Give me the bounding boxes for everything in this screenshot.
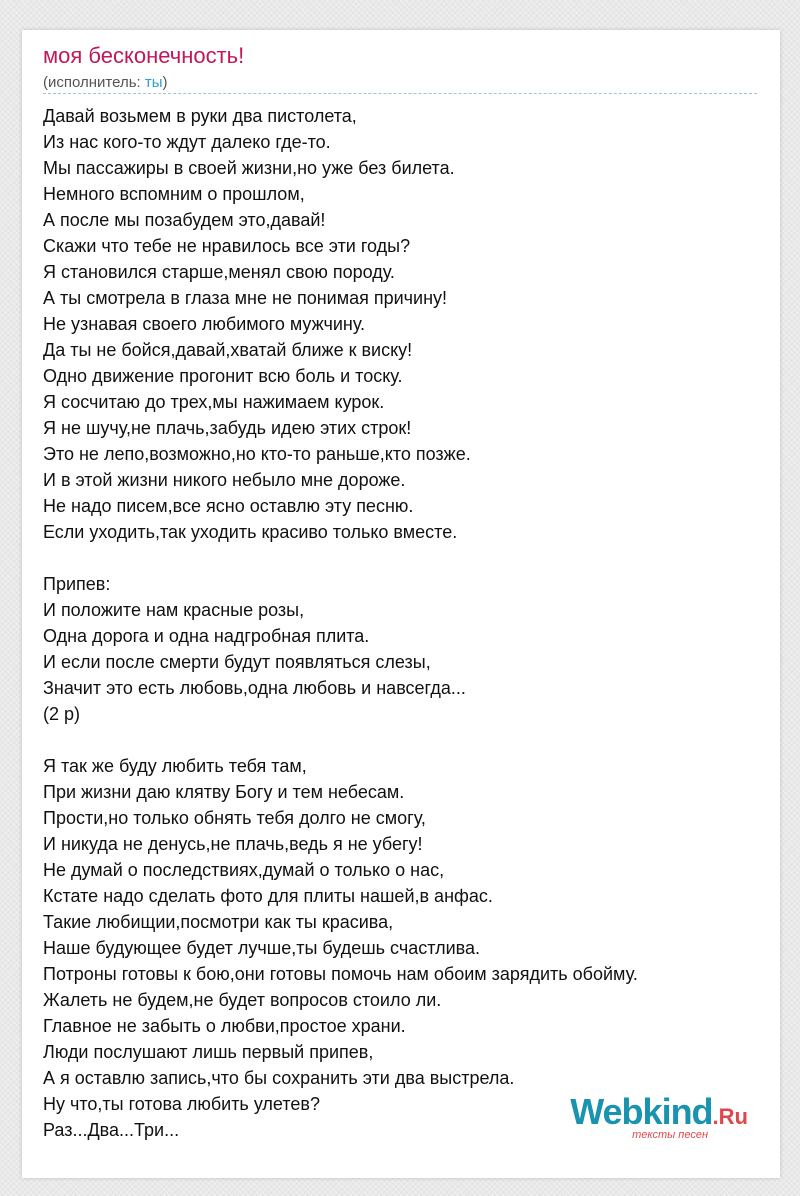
lyric-line: (2 р) <box>43 704 81 724</box>
lyric-line: И никуда не денусь,не плачь,ведь я не убегу! <box>43 834 423 854</box>
lyric-line: Я не шучу,не плачь,забудь идею этих строк! <box>43 418 412 438</box>
lyric-line <box>43 727 763 753</box>
logo-domain-text: .Ru <box>712 1104 748 1129</box>
lyric-line: И если после смерти будут появляться слезы, <box>43 652 431 672</box>
lyric-line: Скажи что тебе не нравилось все эти годы? <box>43 236 411 256</box>
lyric-line: Если уходить,так уходить красиво только вместе. <box>43 522 458 542</box>
lyric-line: Люди послушают лишь первый припев, <box>43 1042 374 1062</box>
artist-line <box>43 74 168 92</box>
lyric-line: Значит это есть любовь,одна любовь и навсегда... <box>43 678 466 698</box>
site-logo[interactable] <box>560 1092 760 1142</box>
lyric-line: Да ты не бойся,давай,хватай ближе к виску! <box>43 340 413 360</box>
lyric-line: Такие любищии,посмотри как ты красива, <box>43 912 394 932</box>
song-title: моя бесконечность! <box>43 43 245 68</box>
lyric-line: Раз...Два...Три... <box>43 1120 180 1140</box>
lyric-line: Я становился старше,менял свою породу. <box>43 262 395 282</box>
lyric-line: Из нас кого-то ждут далеко где-то. <box>43 132 331 152</box>
lyric-line: При жизни даю клятву Богу и тем небесам. <box>43 782 405 802</box>
lyric-line: Не думай о последствиях,думай о только о нас, <box>43 860 445 880</box>
lyric-line: Я сосчитаю до трех,мы нажимаем курок. <box>43 392 385 412</box>
logo-tagline: тексты песен <box>632 1129 708 1141</box>
divider <box>43 93 757 94</box>
lyric-line: Кстате надо сделать фото для плиты нашей,в анфас. <box>43 886 493 906</box>
lyric-line: Не надо писем,все ясно оставлю эту песню. <box>43 496 414 516</box>
lyric-line: А после мы позабудем это,давай! <box>43 210 326 230</box>
lyric-line: Немного вспомним о прошлом, <box>43 184 305 204</box>
lyric-line: Я так же буду любить тебя там, <box>43 756 307 776</box>
lyric-line: Мы пассажиры в своей жизни,но уже без билета. <box>43 158 455 178</box>
lyric-line: Одно движение прогонит всю боль и тоску. <box>43 366 403 386</box>
artist-prefix: (исполнитель: <box>43 74 145 91</box>
lyric-line: Жалеть не будем,не будет вопросов стоило ли. <box>43 990 442 1010</box>
lyric-line <box>43 545 763 571</box>
lyric-line: Ну что,ты готова любить улетев? <box>43 1094 320 1114</box>
lyric-line: И положите нам красные розы, <box>43 600 305 620</box>
lyric-line: А ты смотрела в глаза мне не понимая причину! <box>43 288 448 308</box>
lyric-line: Потроны готовы к бою,они готовы помочь нам обоим зарядить обойму. <box>43 964 638 984</box>
artist-suffix: ) <box>162 74 168 91</box>
lyric-line: Не узнавая своего любимого мужчину. <box>43 314 366 334</box>
logo-main-text: Webkind <box>570 1091 713 1132</box>
lyric-line: Давай возьмем в руки два пистолета, <box>43 106 357 126</box>
lyric-line: Одна дорога и одна надгробная плита. <box>43 626 370 646</box>
lyric-line: И в этой жизни никого небыло мне дороже. <box>43 470 406 490</box>
lyric-line: Наше будующее будет лучше,ты будешь счастлива. <box>43 938 481 958</box>
lyrics-card <box>22 30 780 1178</box>
artist-link[interactable]: ты <box>144 74 163 91</box>
lyrics-text <box>43 103 763 1143</box>
lyric-line: Главное не забыть о любви,простое храни. <box>43 1016 406 1036</box>
lyric-line: Припев: <box>43 574 111 594</box>
lyric-line: А я оставлю запись,что бы сохранить эти два выстрела. <box>43 1068 515 1088</box>
lyric-line: Прости,но только обнять тебя долго не смогу, <box>43 808 426 828</box>
lyric-line: Это не лепо,возможно,но кто-то раньше,кто позже. <box>43 444 471 464</box>
